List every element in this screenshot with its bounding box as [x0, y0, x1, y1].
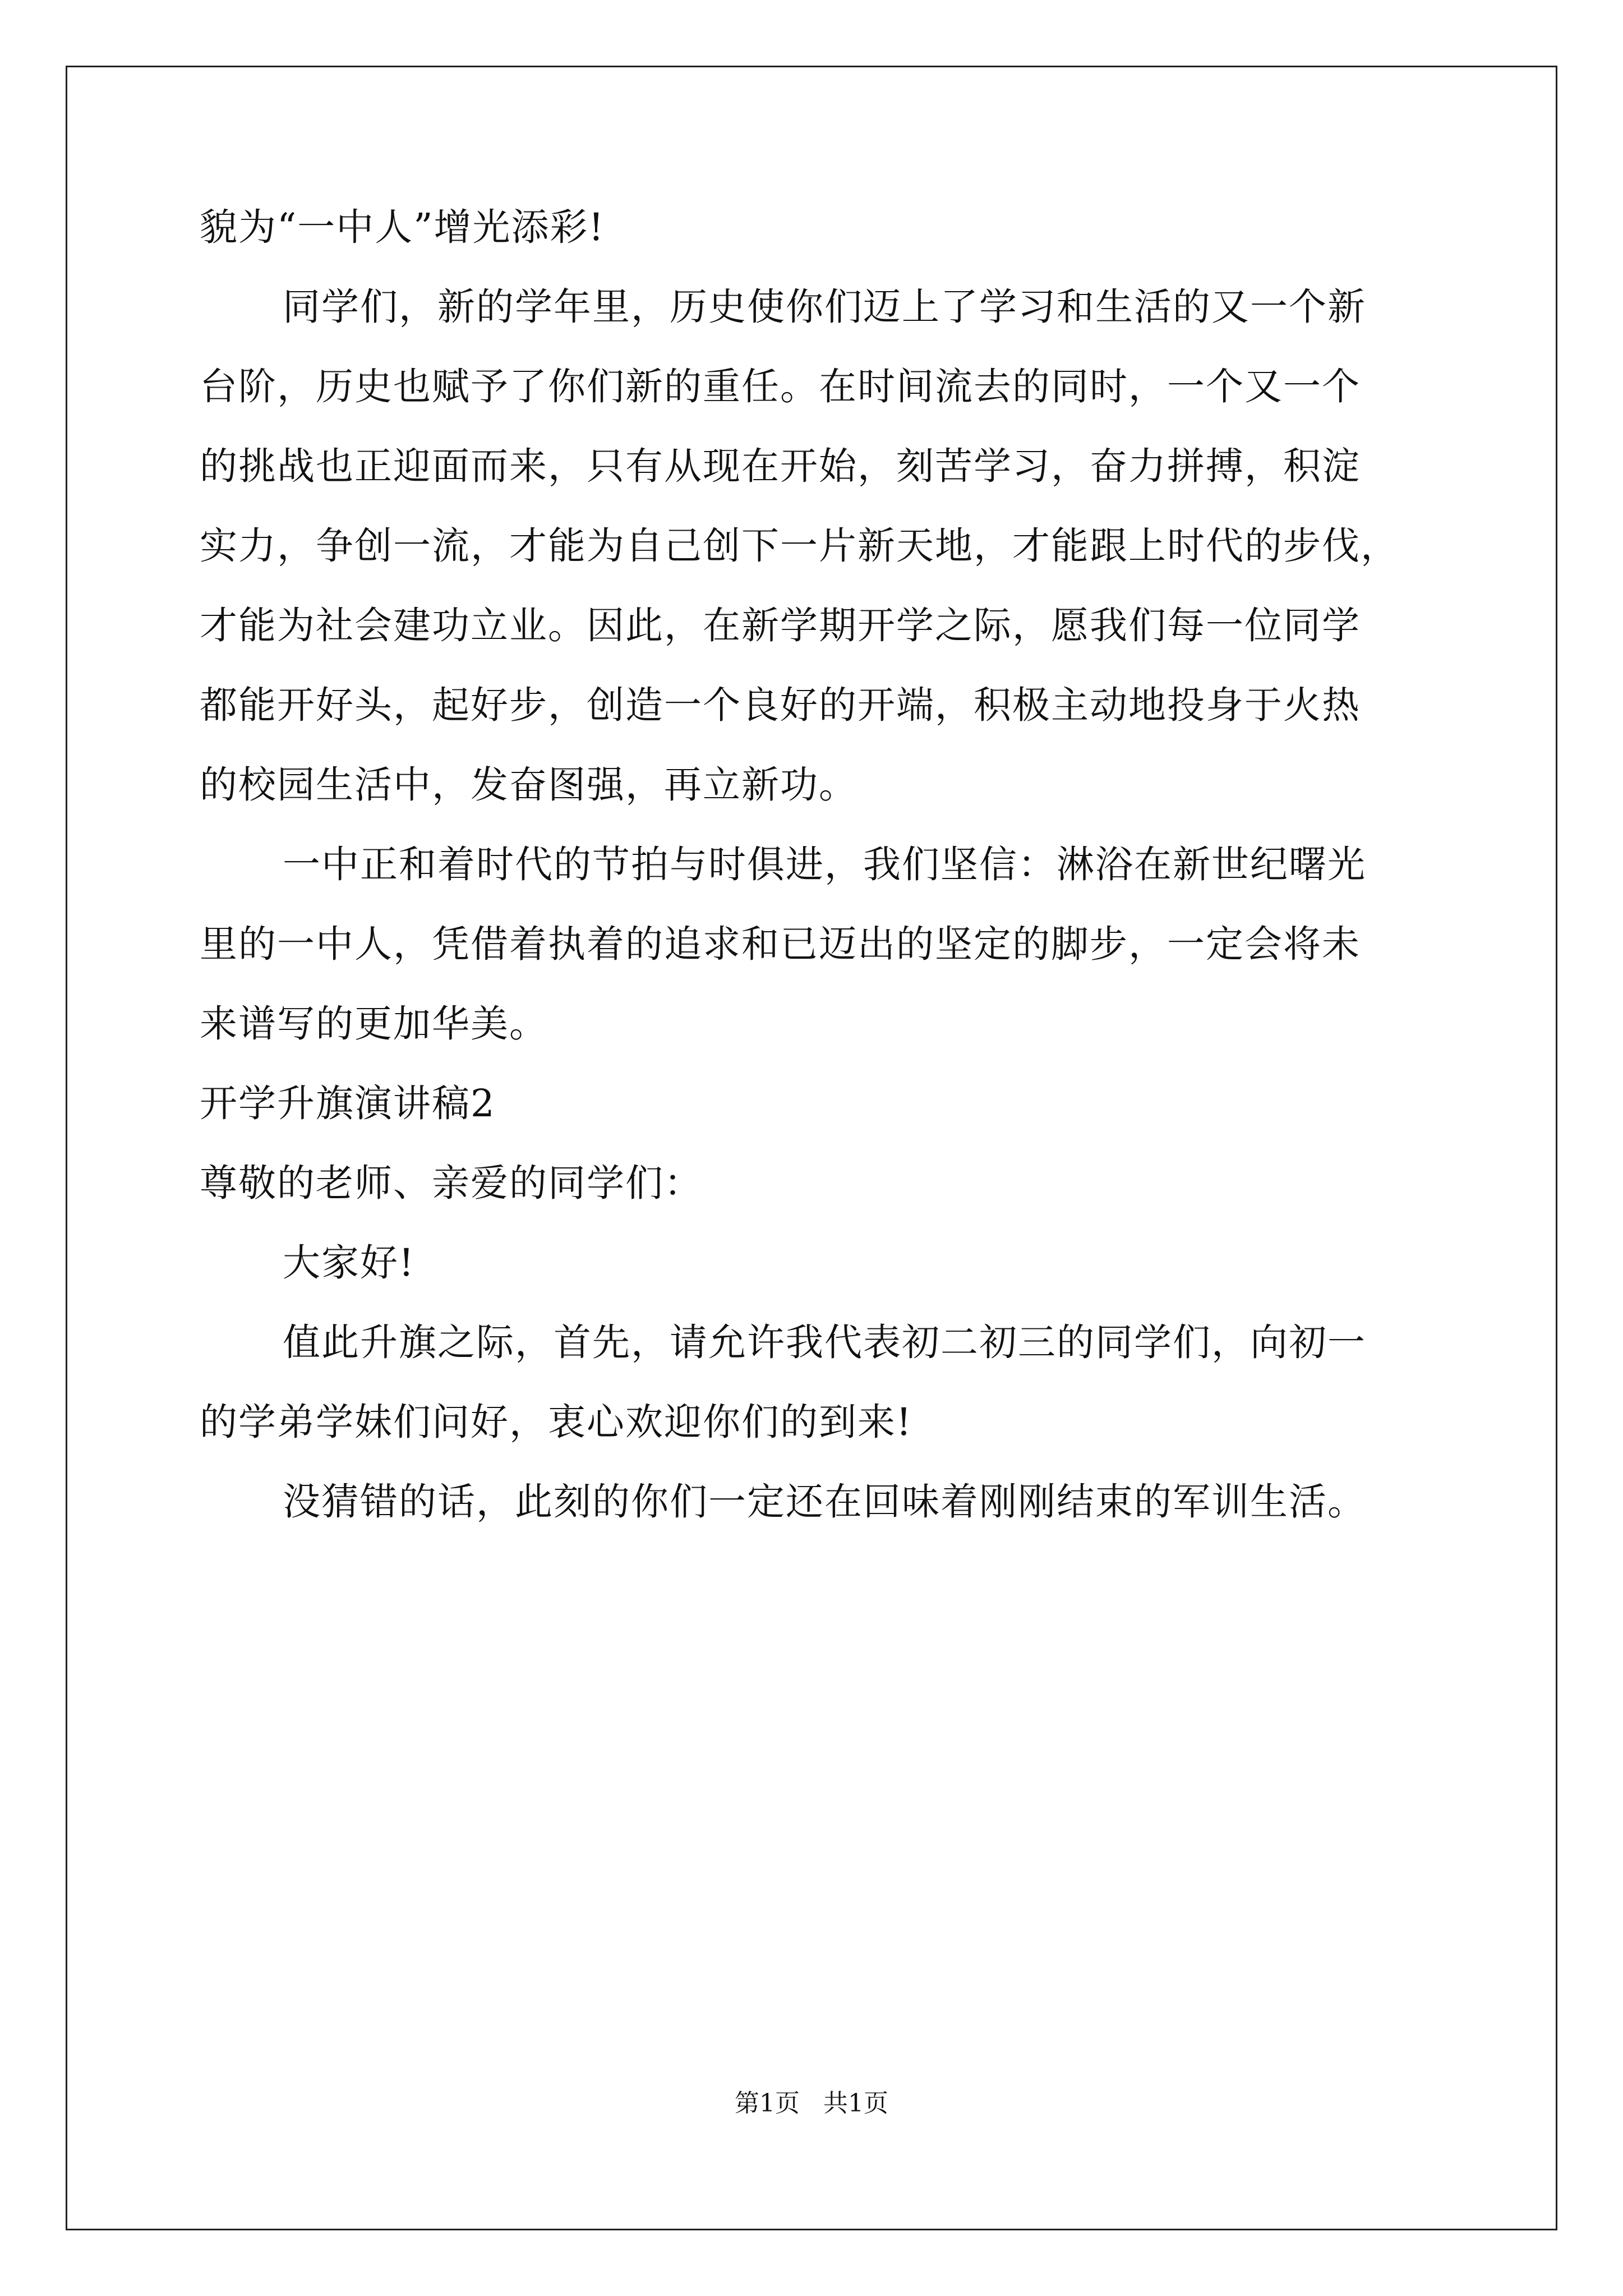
text-line: 实力，争创一流，才能为自己创下一片新天地，才能跟上时代的步伐， — [200, 524, 1399, 568]
paragraph-start-line: 值此升旗之际，首先，请允许我代表初二初三的同学们，向初一 — [283, 1320, 1366, 1364]
text-line: 都能开好头，起好步，创造一个良好的开端，积极主动地投身于火热 — [200, 683, 1361, 727]
text-line: 的学弟学妹们问好，衷心欢迎你们的到来! — [200, 1400, 912, 1444]
page-footer: 第1页 共1页 — [735, 2089, 888, 2118]
paragraph-start-line: 同学们，新的学年里，历史使你们迈上了学习和生活的又一个新 — [283, 285, 1366, 329]
text-line: 的校园生活中，发奋图强，再立新功。 — [200, 763, 857, 807]
section-title: 开学升旗演讲稿2 — [200, 1082, 496, 1125]
paragraph-start-line: 一中正和着时代的节拍与时俱进，我们坚信：淋浴在新世纪曙光 — [283, 843, 1366, 886]
text-line: 貌为“一中人”增光添彩! — [200, 205, 605, 249]
text-line: 才能为社会建功立业。因此，在新学期开学之际，愿我们每一位同学 — [200, 604, 1361, 647]
text-line: 台阶，历史也赋予了你们新的重任。在时间流去的同时，一个又一个 — [200, 365, 1361, 408]
salutation: 尊敬的老师、亲爱的同学们： — [200, 1161, 703, 1205]
greeting: 大家好! — [283, 1241, 415, 1285]
text-line: 来谱写的更加华美。 — [200, 1002, 548, 1046]
text-line: 的挑战也正迎面而来，只有从现在开始，刻苦学习，奋力拼搏，积淀 — [200, 444, 1361, 488]
paragraph-start-line: 没猜错的话，此刻的你们一定还在回味着刚刚结束的军训生活。 — [283, 1480, 1366, 1524]
text-line: 里的一中人，凭借着执着的追求和已迈出的坚定的脚步，一定会将未 — [200, 922, 1361, 966]
